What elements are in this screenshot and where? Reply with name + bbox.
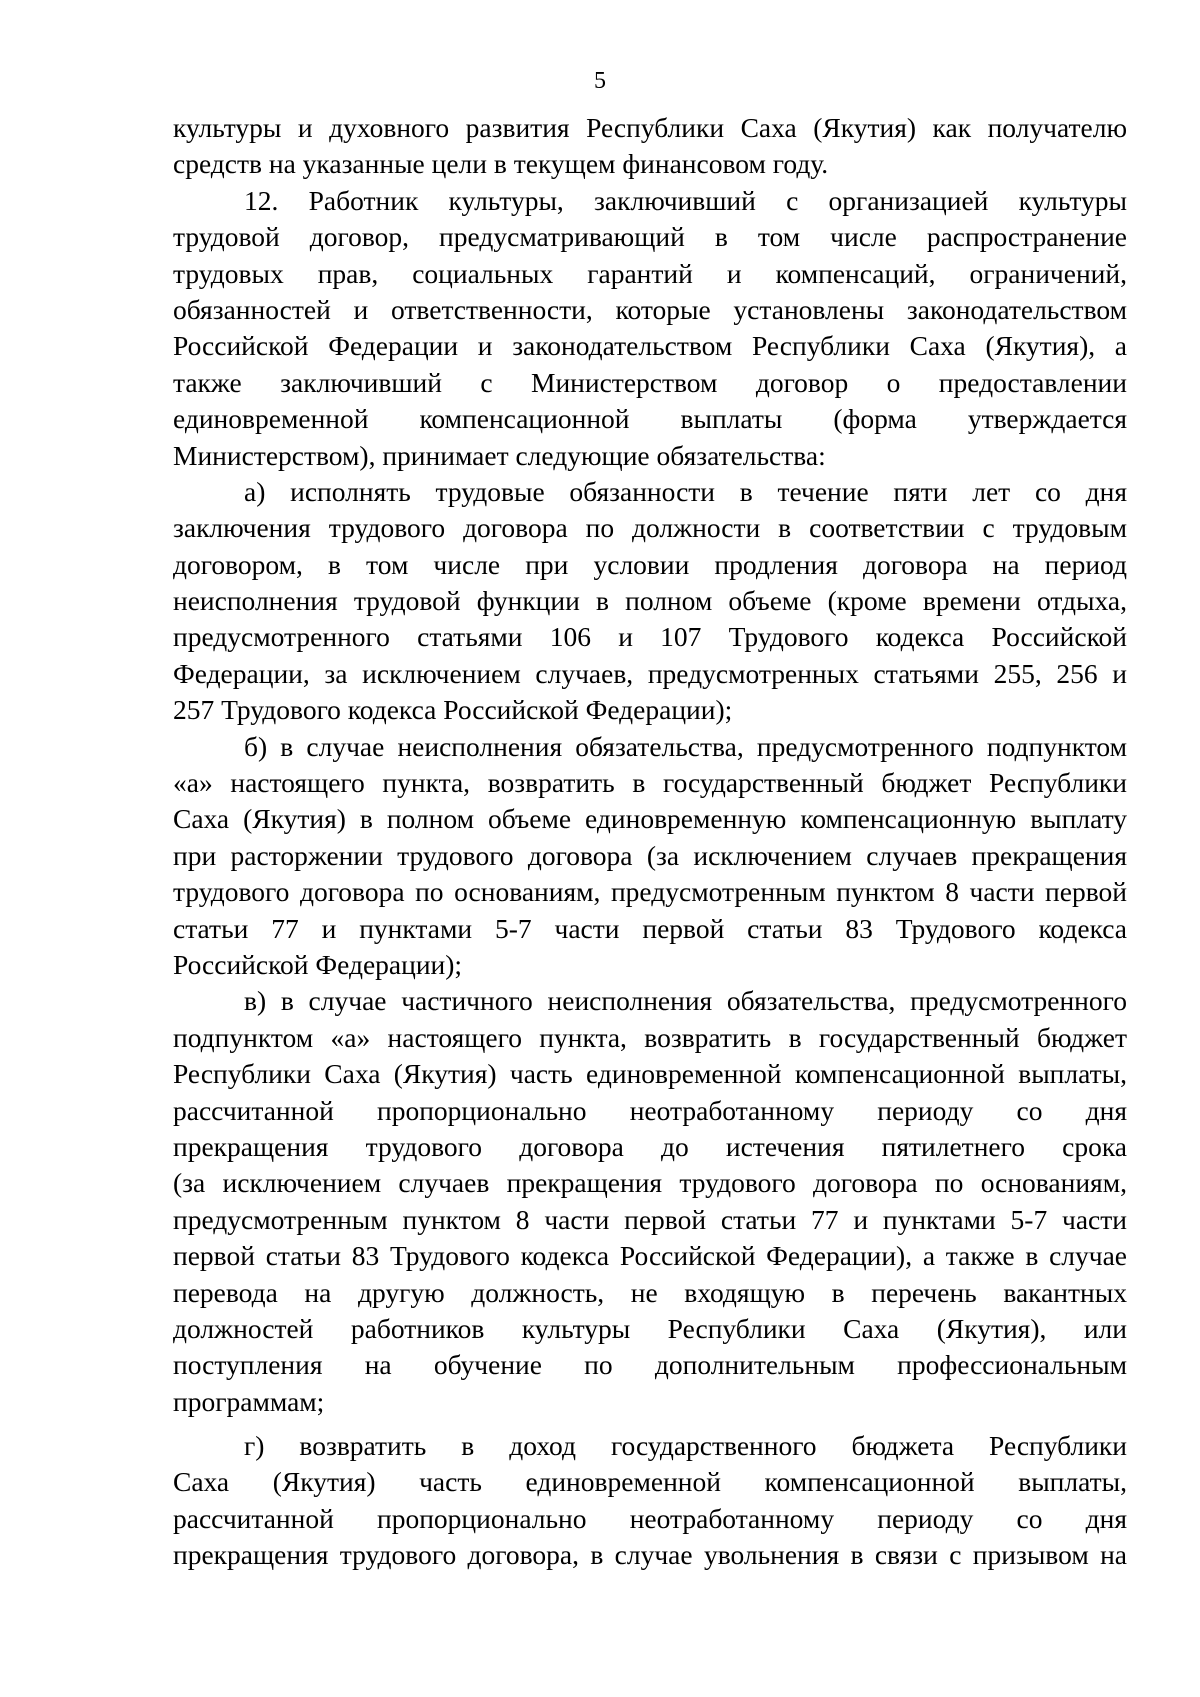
text-line: рассчитанной пропорционально неотработанному периоду со дня (173, 1502, 1127, 1534)
text-line: г) возвратить в доход государственного бюджета Республики (244, 1430, 1127, 1462)
text-line: заключения трудового договора по должности в соответствии с трудовым (173, 512, 1127, 544)
text-line: статьи 77 и пунктами 5-7 части первой статьи 83 Трудового кодекса (173, 912, 1127, 944)
text-line: в) в случае частичного неисполнения обязательства, предусмотренного (244, 985, 1127, 1017)
text-line: Министерством), принимает следующие обязательства: (173, 439, 826, 471)
document-body (173, 110, 1127, 1574)
text-line: трудовой договор, предусматривающий в том числе распространение (173, 221, 1127, 253)
text-line: Республики Саха (Якутия) часть единовременной компенсационной выплаты, (173, 1058, 1127, 1090)
text-line: должностей работников культуры Республики Саха (Якутия), или (173, 1312, 1127, 1344)
text-line: Российской Федерации); (173, 948, 463, 980)
text-line: подпунктом «а» настоящего пункта, возвратить в государственный бюджет (173, 1021, 1127, 1053)
text-line: Федерации, за исключением случаев, предусмотренных статьями 255, 256 и (173, 657, 1127, 689)
text-line: рассчитанной пропорционально неотработанному периоду со дня (173, 1094, 1127, 1126)
text-line: программам; (173, 1385, 325, 1417)
text-line: Саха (Якутия) в полном объеме единовременную компенсационную выплату (173, 803, 1127, 835)
text-line: Российской Федерации и законодательством Республики Саха (Якутия), а (173, 330, 1127, 362)
text-line: предусмотренного статьями 106 и 107 Трудового кодекса Российской (173, 621, 1127, 653)
text-line: договором, в том числе при условии продления договора на период (173, 548, 1127, 580)
text-line: также заключивший с Министерством договор о предоставлении (173, 366, 1127, 398)
page-number: 5 (594, 68, 606, 94)
text-line: «а» настоящего пункта, возвратить в государственный бюджет Республики (173, 767, 1127, 799)
text-line: прекращения трудового договора, в случае увольнения в связи с призывом на (173, 1539, 1127, 1571)
text-line: перевода на другую должность, не входящую в перечень вакантных (173, 1276, 1127, 1308)
text-line: предусмотренным пунктом 8 части первой статьи 77 и пунктами 5-7 части (173, 1203, 1127, 1235)
text-line: средств на указанные цели в текущем финансовом году. (173, 148, 829, 180)
text-line: (за исключением случаев прекращения трудового договора по основаниям, (173, 1167, 1127, 1199)
text-line: Саха (Якутия) часть единовременной компенсационной выплаты, (173, 1466, 1127, 1498)
text-line: трудового договора по основаниям, предусмотренным пунктом 8 части первой (173, 876, 1127, 908)
text-line: 12. Работник культуры, заключивший с организацией культуры (244, 184, 1127, 216)
text-line: трудовых прав, социальных гарантий и компенсаций, ограничений, (173, 257, 1127, 289)
text-line: прекращения трудового договора до истечения пятилетнего срока (173, 1130, 1127, 1162)
text-line: первой статьи 83 Трудового кодекса Российской Федерации), а также в случае (173, 1240, 1127, 1272)
text-line: 257 Трудового кодекса Российской Федерации); (173, 694, 733, 726)
text-line: при расторжении трудового договора (за исключением случаев прекращения (173, 839, 1127, 871)
text-line: неисполнения трудовой функции в полном объеме (кроме времени отдыха, (173, 585, 1127, 617)
text-line: единовременной компенсационной выплаты (форма утверждается (173, 403, 1127, 435)
text-line: культуры и духовного развития Республики Саха (Якутия) как получателю (173, 112, 1127, 143)
text-line: а) исполнять трудовые обязанности в течение пяти лет со дня (244, 475, 1127, 507)
text-line: обязанностей и ответственности, которые установлены законодательством (173, 293, 1127, 325)
text-line: б) в случае неисполнения обязательства, предусмотренного подпунктом (244, 730, 1127, 762)
text-line: поступления на обучение по дополнительным профессиональным (173, 1349, 1127, 1381)
